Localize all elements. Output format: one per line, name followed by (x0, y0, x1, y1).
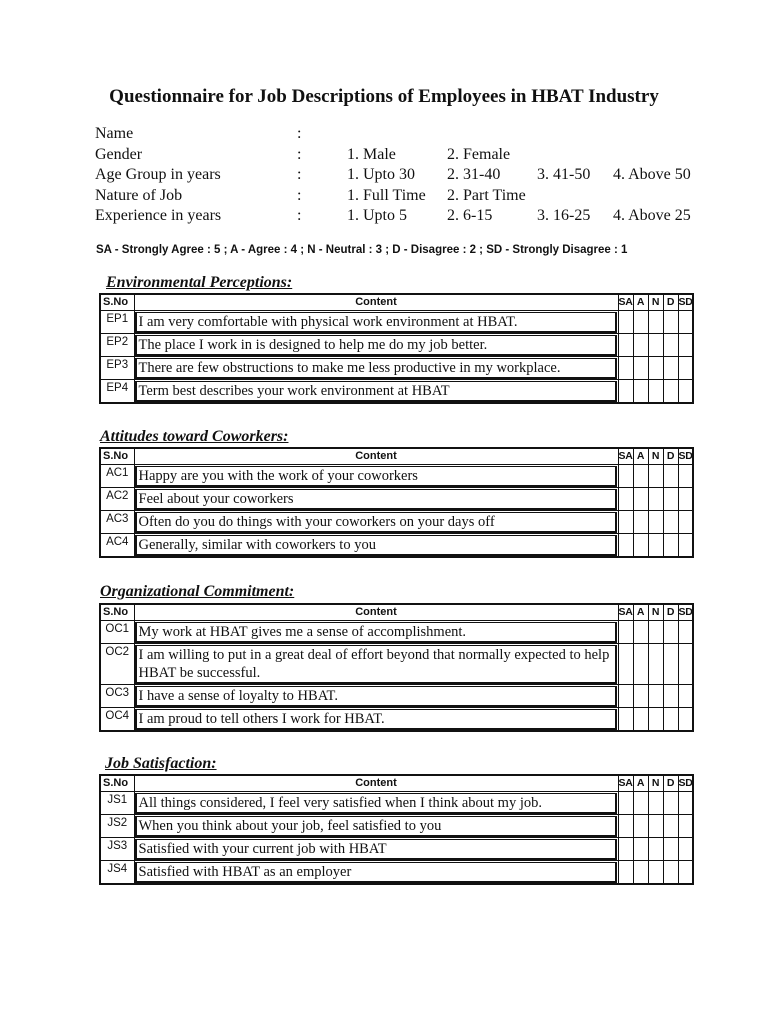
item-text: The place I work in is designed to help me do my job better. (135, 335, 617, 356)
rating-cell-sa[interactable] (618, 644, 633, 685)
info-colon: : (297, 186, 302, 204)
rating-cell-sa[interactable] (618, 511, 633, 534)
rating-cell-sd[interactable] (678, 488, 693, 511)
item-text: I am proud to tell others I work for HBAT. (135, 709, 617, 730)
rating-cell-d[interactable] (663, 357, 678, 380)
rating-cell-a[interactable] (633, 621, 648, 644)
rating-cell-n[interactable] (648, 621, 663, 644)
rating-cell-a[interactable] (633, 792, 648, 815)
item-code: AC3 (100, 511, 134, 534)
section-table-environmental-perceptions (99, 293, 694, 404)
rating-cell-a[interactable] (633, 838, 648, 861)
rating-cell-n[interactable] (648, 861, 663, 885)
rating-header-sa: SA (618, 448, 633, 465)
rating-cell-a[interactable] (633, 861, 648, 885)
rating-cell-a[interactable] (633, 311, 648, 334)
info-label: Age Group in years (95, 166, 221, 183)
table-header-row (100, 604, 693, 621)
table-row (100, 311, 693, 334)
section-table-job-satisfaction (99, 774, 694, 885)
rating-cell-d[interactable] (663, 838, 678, 861)
rating-cell-d[interactable] (663, 311, 678, 334)
info-option[interactable]: 1. Full Time (347, 186, 426, 204)
info-option[interactable]: 2. Part Time (447, 186, 526, 204)
rating-cell-sd[interactable] (678, 685, 693, 708)
rating-header-d: D (663, 294, 678, 311)
table-row (100, 815, 693, 838)
rating-cell-a[interactable] (633, 815, 648, 838)
item-code: EP4 (100, 380, 134, 404)
rating-header-d: D (663, 604, 678, 621)
rating-cell-d[interactable] (663, 861, 678, 885)
item-text: Satisfied with your current job with HBAT (135, 839, 617, 860)
rating-cell-n[interactable] (648, 311, 663, 334)
item-code: AC1 (100, 465, 134, 488)
rating-cell-n[interactable] (648, 708, 663, 732)
rating-header-a: A (633, 604, 648, 621)
item-code: JS1 (100, 792, 134, 815)
item-code: OC4 (100, 708, 134, 732)
rating-header-sd: SD (678, 294, 693, 311)
info-option[interactable]: 1. Upto 30 (347, 166, 415, 183)
content-header: Content (134, 448, 618, 465)
info-option[interactable]: 3. 16-25 (537, 207, 591, 224)
rating-cell-sd[interactable] (678, 311, 693, 334)
item-text: When you think about your job, feel satisfied to you (135, 816, 617, 837)
rating-cell-a[interactable] (633, 644, 648, 685)
item-text: Term best describes your work environment at HBAT (135, 381, 617, 402)
rating-header-d: D (663, 448, 678, 465)
rating-cell-sa[interactable] (618, 488, 633, 511)
rating-header-n: N (648, 604, 663, 621)
rating-cell-sa[interactable] (618, 792, 633, 815)
rating-cell-sd[interactable] (678, 534, 693, 558)
rating-cell-n[interactable] (648, 792, 663, 815)
item-code: EP1 (100, 311, 134, 334)
item-text: Happy are you with the work of your coworkers (135, 466, 617, 487)
sno-header: S.No (100, 775, 134, 792)
rating-cell-sd[interactable] (678, 708, 693, 732)
item-text: All things considered, I feel very satisfied when I think about my job. (135, 793, 617, 814)
rating-cell-sa[interactable] (618, 815, 633, 838)
sno-header: S.No (100, 294, 134, 311)
item-code: EP2 (100, 334, 134, 357)
info-option[interactable]: 2. Female (447, 145, 511, 163)
section-title-organizational-commitment: Organizational Commitment: (100, 583, 295, 600)
item-text: Often do you do things with your coworkers on your days off (135, 512, 617, 533)
item-text: Feel about your coworkers (135, 489, 617, 510)
table-row (100, 838, 693, 861)
info-option[interactable]: 4. Above 50 (613, 166, 691, 183)
rating-header-n: N (648, 294, 663, 311)
respondent-info (95, 124, 715, 227)
rating-cell-sd[interactable] (678, 334, 693, 357)
rating-cell-d[interactable] (663, 621, 678, 644)
rating-cell-sa[interactable] (618, 380, 633, 404)
table-header-row (100, 775, 693, 792)
rating-cell-sd[interactable] (678, 861, 693, 885)
rating-cell-sa[interactable] (618, 621, 633, 644)
info-label: Name (95, 125, 134, 142)
rating-cell-n[interactable] (648, 644, 663, 685)
info-option[interactable]: 2. 31-40 (447, 166, 501, 183)
item-text: Generally, similar with coworkers to you (135, 535, 617, 556)
item-code: OC2 (100, 644, 134, 685)
rating-cell-n[interactable] (648, 685, 663, 708)
table-row (100, 792, 693, 815)
rating-cell-d[interactable] (663, 792, 678, 815)
info-row-age-group (95, 165, 715, 186)
table-row (100, 380, 693, 404)
rating-cell-n[interactable] (648, 838, 663, 861)
rating-cell-sa[interactable] (618, 861, 633, 885)
section-table-attitudes-toward-coworkers (99, 447, 694, 558)
rating-cell-n[interactable] (648, 815, 663, 838)
table-row (100, 488, 693, 511)
info-option[interactable]: 1. Male (347, 145, 396, 163)
rating-cell-n[interactable] (648, 357, 663, 380)
info-colon: : (297, 125, 302, 142)
item-code: EP3 (100, 357, 134, 380)
rating-cell-a[interactable] (633, 465, 648, 488)
rating-cell-d[interactable] (663, 488, 678, 511)
rating-cell-d[interactable] (663, 511, 678, 534)
rating-cell-sa[interactable] (618, 311, 633, 334)
rating-cell-sa[interactable] (618, 838, 633, 861)
table-row (100, 644, 693, 685)
table-row (100, 534, 693, 558)
table-header-row (100, 448, 693, 465)
rating-header-n: N (648, 448, 663, 465)
rating-cell-sd[interactable] (678, 621, 693, 644)
info-row-name (95, 124, 715, 145)
rating-cell-sd[interactable] (678, 815, 693, 838)
rating-legend: SA - Strongly Agree : 5 ; A - Agree : 4 ; N - Neutral : 3 ; D - Disagree : 2 ; SD - Strongly Disagree : 1 (96, 244, 628, 256)
info-label: Experience in years (95, 207, 222, 224)
content-header: Content (134, 294, 618, 311)
section-title-environmental-perceptions: Environmental Perceptions: (106, 274, 293, 291)
item-text: I am very comfortable with physical work environment at HBAT. (135, 312, 617, 333)
rating-cell-sd[interactable] (678, 380, 693, 404)
item-text: Satisfied with HBAT as an employer (135, 862, 617, 883)
table-row (100, 357, 693, 380)
rating-header-a: A (633, 775, 648, 792)
rating-header-d: D (663, 775, 678, 792)
table-header-row (100, 294, 693, 311)
item-text: I am willing to put in a great deal of effort beyond that normally expected to help HBAT be successful. (135, 645, 617, 684)
rating-cell-sa[interactable] (618, 708, 633, 732)
rating-cell-sa[interactable] (618, 465, 633, 488)
table-row (100, 511, 693, 534)
item-code: OC1 (100, 621, 134, 644)
content-header: Content (134, 604, 618, 621)
page-title: Questionnaire for Job Descriptions of Employees in HBAT Industry (109, 86, 659, 107)
rating-header-sd: SD (678, 604, 693, 621)
content-header: Content (134, 775, 618, 792)
section-title-job-satisfaction: Job Satisfaction: (105, 755, 217, 772)
sno-header: S.No (100, 604, 134, 621)
rating-cell-sd[interactable] (678, 465, 693, 488)
info-option[interactable]: 2. 6-15 (447, 207, 493, 224)
rating-cell-n[interactable] (648, 534, 663, 558)
rating-cell-a[interactable] (633, 708, 648, 732)
info-colon: : (297, 166, 302, 183)
rating-cell-n[interactable] (648, 465, 663, 488)
rating-cell-sd[interactable] (678, 792, 693, 815)
rating-cell-n[interactable] (648, 511, 663, 534)
rating-cell-sa[interactable] (618, 357, 633, 380)
rating-cell-sa[interactable] (618, 534, 633, 558)
rating-cell-d[interactable] (663, 708, 678, 732)
table-row (100, 465, 693, 488)
item-code: JS4 (100, 861, 134, 885)
table-row (100, 861, 693, 885)
rating-cell-sd[interactable] (678, 644, 693, 685)
rating-header-a: A (633, 294, 648, 311)
info-row-gender (95, 145, 715, 166)
info-label: Gender (95, 145, 143, 163)
rating-cell-d[interactable] (663, 644, 678, 685)
rating-cell-n[interactable] (648, 380, 663, 404)
rating-header-sa: SA (618, 775, 633, 792)
rating-cell-d[interactable] (663, 815, 678, 838)
rating-cell-sa[interactable] (618, 334, 633, 357)
rating-cell-d[interactable] (663, 685, 678, 708)
item-text: There are few obstructions to make me less productive in my workplace. (135, 358, 617, 379)
rating-header-sa: SA (618, 604, 633, 621)
rating-cell-sd[interactable] (678, 511, 693, 534)
sno-header: S.No (100, 448, 134, 465)
rating-cell-d[interactable] (663, 380, 678, 404)
rating-cell-d[interactable] (663, 534, 678, 558)
section-title-attitudes-toward-coworkers: Attitudes toward Coworkers: (100, 428, 289, 445)
rating-cell-a[interactable] (633, 534, 648, 558)
item-text: I have a sense of loyalty to HBAT. (135, 686, 617, 707)
item-text: My work at HBAT gives me a sense of accomplishment. (135, 622, 617, 643)
item-code: JS2 (100, 815, 134, 838)
item-code: AC2 (100, 488, 134, 511)
rating-cell-d[interactable] (663, 465, 678, 488)
rating-cell-a[interactable] (633, 380, 648, 404)
rating-cell-sd[interactable] (678, 838, 693, 861)
rating-cell-sd[interactable] (678, 357, 693, 380)
rating-cell-a[interactable] (633, 685, 648, 708)
info-label: Nature of Job (95, 186, 183, 204)
rating-header-n: N (648, 775, 663, 792)
rating-cell-a[interactable] (633, 488, 648, 511)
info-option[interactable]: 3. 41-50 (537, 166, 591, 183)
rating-header-sa: SA (618, 294, 633, 311)
rating-cell-a[interactable] (633, 357, 648, 380)
info-row-experience (95, 206, 715, 227)
rating-header-sd: SD (678, 775, 693, 792)
rating-header-sd: SD (678, 448, 693, 465)
rating-cell-n[interactable] (648, 488, 663, 511)
item-code: AC4 (100, 534, 134, 558)
rating-cell-a[interactable] (633, 334, 648, 357)
table-row (100, 621, 693, 644)
info-row-nature-of-job (95, 186, 715, 207)
rating-cell-sa[interactable] (618, 685, 633, 708)
rating-cell-n[interactable] (648, 334, 663, 357)
info-option[interactable]: 4. Above 25 (613, 207, 691, 224)
info-colon: : (297, 207, 302, 224)
info-option[interactable]: 1. Upto 5 (347, 207, 407, 224)
item-code: JS3 (100, 838, 134, 861)
rating-cell-a[interactable] (633, 511, 648, 534)
table-row (100, 334, 693, 357)
item-code: OC3 (100, 685, 134, 708)
section-table-organizational-commitment (99, 603, 694, 732)
rating-cell-d[interactable] (663, 334, 678, 357)
rating-header-a: A (633, 448, 648, 465)
info-colon: : (297, 145, 302, 163)
table-row (100, 685, 693, 708)
table-row (100, 708, 693, 732)
